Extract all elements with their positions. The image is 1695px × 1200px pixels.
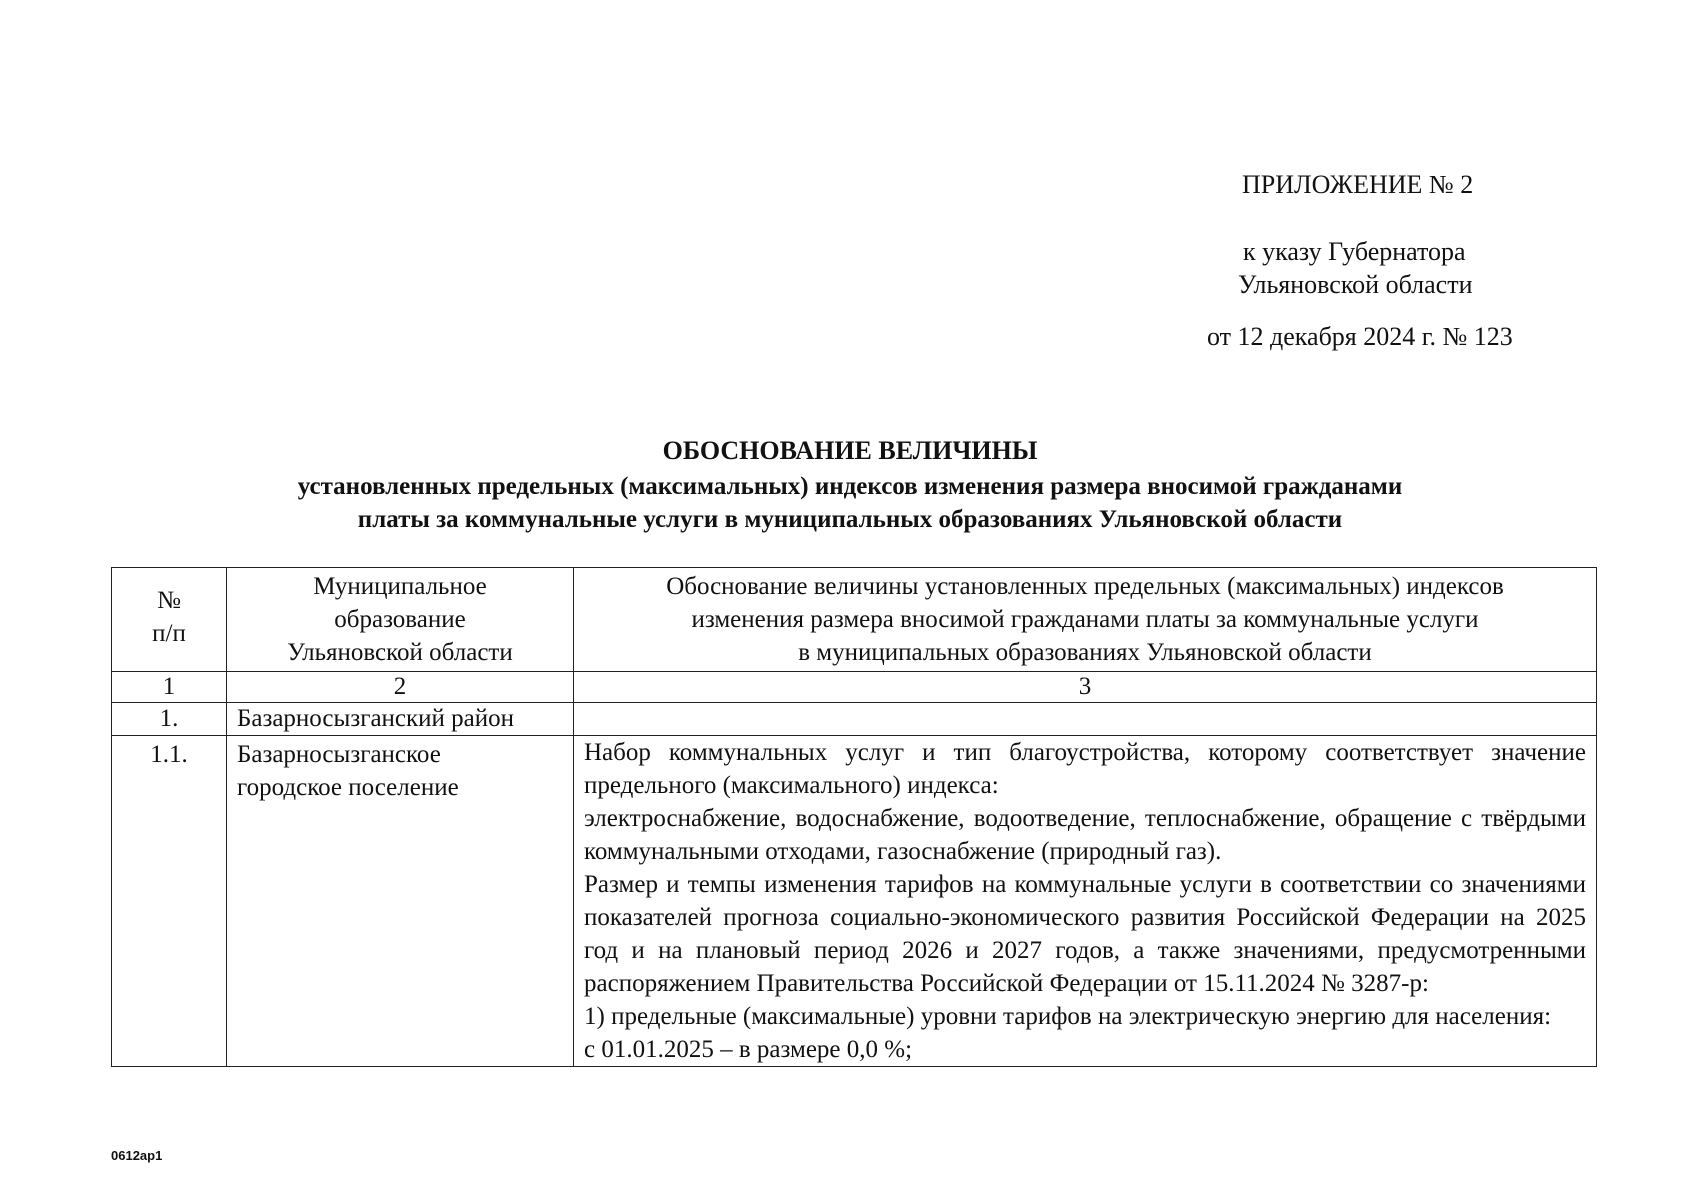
row-justification xyxy=(574,736,1597,1067)
appendix-date-number: от 12 декабря 2024 г. № 123 xyxy=(1207,322,1513,351)
header-municipality xyxy=(227,568,574,672)
justification-paragraph: Размер и темпы изменения тарифов на коммунальные услуги в соответствии со значениями показателей прогноза социально-экономического развития Российской Федерации на 2025 год и на плановый период 2026 и 2027 годов, а также значениями, предусмотренными распоряжением Правительства Российской Федерации от 15.11.2024 № 3287-р: xyxy=(584,871,1586,997)
row-number: 1. xyxy=(112,703,227,736)
row-municipality-line-1: Базарносызганское xyxy=(237,741,441,768)
column-number-row xyxy=(112,672,1597,703)
justification-paragraph: электроснабжение, водоснабжение, водоотведение, теплоснабжение, обращение с твёрдыми коммунальными отходами, газоснабжение (природный газ). xyxy=(584,805,1586,865)
document-subtitle-line-1: установленных предельных (максимальных) индексов изменения размера вносимой гражданами xyxy=(297,473,1403,500)
header-justification xyxy=(574,568,1597,672)
justification-table xyxy=(111,567,1597,1067)
header-municipality-line-1: Муниципальное xyxy=(313,573,487,600)
footer-document-code: 0612ap1 xyxy=(111,1148,163,1163)
column-number-3: 3 xyxy=(574,672,1597,703)
row-municipality-line-2: городское поселение xyxy=(237,774,459,801)
justification-paragraph: Набор коммунальных услуг и тип благоустройства, которому соответствует значение предельного (максимального) индекса: xyxy=(584,739,1586,799)
row-justification xyxy=(574,703,1597,736)
column-number-1: 1 xyxy=(112,672,227,703)
appendix-to-decree: к указу Губернатора xyxy=(1243,237,1466,266)
document-subtitle-line-2: платы за коммунальные услуги в муниципальных образованиях Ульяновской области xyxy=(357,506,1343,533)
header-number xyxy=(112,568,227,672)
document-title: ОБОСНОВАНИЕ ВЕЛИЧИНЫ xyxy=(662,436,1038,465)
header-justification-line-2: изменения размера вносимой гражданами платы за коммунальные услуги xyxy=(691,606,1479,633)
appendix-title: ПРИЛОЖЕНИЕ № 2 xyxy=(1242,170,1474,199)
row-municipality xyxy=(227,736,574,1067)
justification-paragraph: с 01.01.2025 – в размере 0,0 %; xyxy=(584,1036,913,1063)
header-justification-line-3: в муниципальных образованиях Ульяновской области xyxy=(798,639,1372,666)
header-number-line-1: № xyxy=(157,587,181,614)
table-row xyxy=(112,736,1597,1067)
table-header-row xyxy=(112,568,1597,672)
header-municipality-line-2: образование xyxy=(334,606,466,633)
appendix-region: Ульяновской области xyxy=(1238,270,1473,299)
row-municipality: Базарносызганский район xyxy=(227,703,574,736)
table-row xyxy=(112,703,1597,736)
column-number-2: 2 xyxy=(227,672,574,703)
header-municipality-line-3: Ульяновской области xyxy=(287,639,513,666)
header-number-line-2: п/п xyxy=(152,620,186,647)
justification-paragraph: 1) предельные (максимальные) уровни тарифов на электрическую энергию для населения: xyxy=(584,1003,1552,1030)
header-justification-line-1: Обоснование величины установленных предельных (максимальных) индексов xyxy=(666,573,1504,600)
row-number: 1.1. xyxy=(112,736,227,1067)
